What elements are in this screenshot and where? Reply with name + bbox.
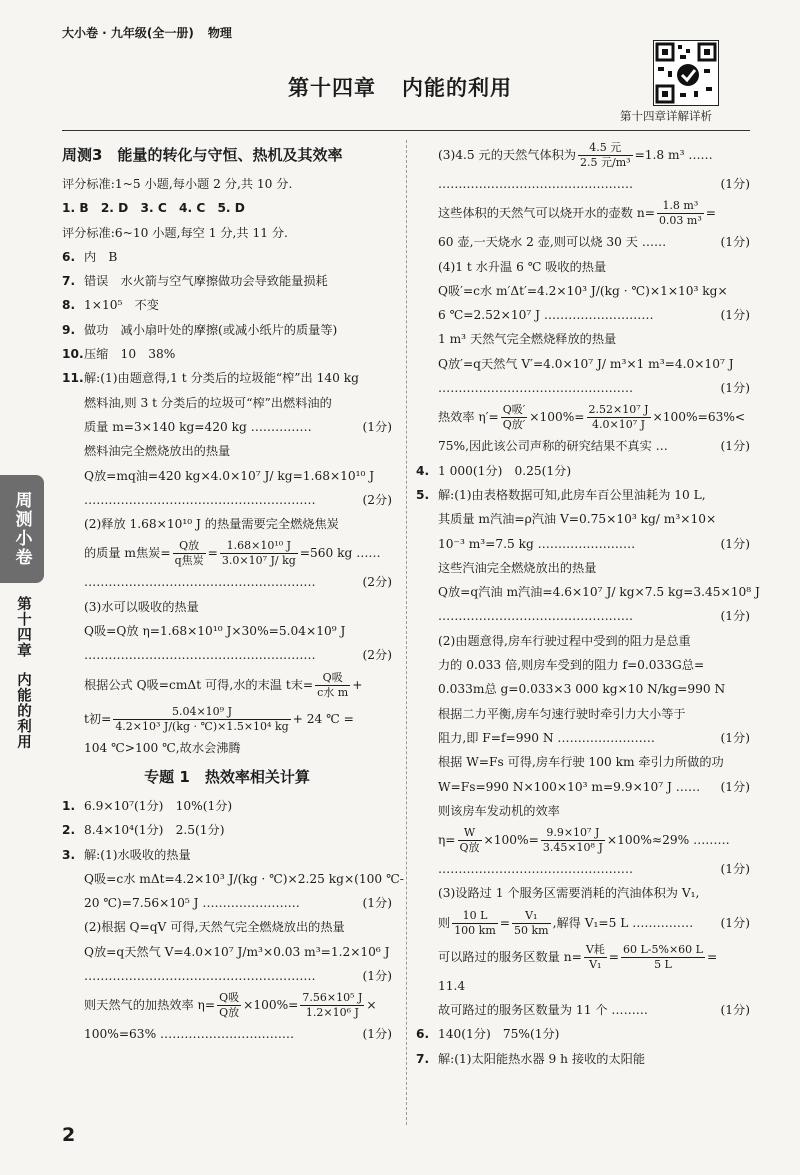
solution-line: 根据 W=Fs 可得,房车行驶 100 km 牵引力所做的功 <box>438 755 724 770</box>
fraction: $\frac{10 L}{100 km}$ <box>454 908 496 937</box>
points: (1分) <box>362 419 392 434</box>
fraction: $\frac{\text{V₁}}{50 km}$ <box>514 908 549 937</box>
question-number: 9. <box>62 322 76 337</box>
solution-line: 11.4 <box>438 978 466 993</box>
solution-line: Q放=q天然气 V=4.0×10⁷ J/m³×0.03 m³=1.2×10⁶ J <box>84 944 390 959</box>
points: (1分) <box>362 896 392 911</box>
solution-line: 根据公式 Q吸=cmΔt 可得,水的末温 t末= $\frac{\text{Q吸}}{\text{c水 m}}$ + <box>84 670 363 699</box>
points: (1分) <box>720 779 750 794</box>
question-number: 5. <box>416 487 430 502</box>
side-chapter-name: 内能的利用 <box>15 672 31 750</box>
title-divider <box>62 130 750 131</box>
solution-line: Q放=mq油=420 kg×4.0×10⁷ J/ kg=1.68×10¹⁰ J <box>84 468 375 483</box>
question-number: 6. <box>62 249 76 264</box>
solution-line: ………………………………………… (1分) <box>416 857 750 881</box>
points: (1分) <box>720 235 750 250</box>
subject: 物理 <box>207 26 232 40</box>
solution-line: (4)1 t 水升温 6 ℃ 吸收的热量 <box>438 259 607 274</box>
side-tab: 周测小卷 <box>0 475 44 583</box>
book-title: 大小卷 · 九年级(全一册) <box>62 26 194 40</box>
points: (1分) <box>720 381 750 396</box>
solution-line: (2)由题意得,房车行驶过程中受到的阻力是总重 <box>438 633 691 648</box>
solution-line: ………………………………………… (1分) <box>416 172 750 196</box>
solution-line: 的质量 m焦炭= $\frac{\text{Q放}}{\text{q焦炭}}$ = $\frac{\text{1.68×10¹⁰ J}}{\text{3.0×10⁷ J/ kg}}$ =560 kg …… <box>84 539 381 568</box>
solution-line: ………………………………………………… (1分) <box>62 964 392 988</box>
solution-line: (3)水可以吸收的热量 <box>84 599 199 614</box>
question-number: 7. <box>62 274 76 289</box>
side-chapter <box>8 596 38 750</box>
qr-code[interactable] <box>653 40 719 106</box>
points: (2分) <box>362 648 392 663</box>
points: (1分) <box>720 536 750 551</box>
scoring-note: 评分标准:6~10 小题,每空 1 分,共 11 分. <box>62 225 288 240</box>
column-divider <box>406 140 407 1125</box>
solution-line: 则 $\frac{10 L}{100 km}$ = $\frac{\text{V₁}}{50 km}$ ,解得 V₁=5 L …………… (1分) <box>416 906 750 940</box>
right-column <box>416 138 760 1071</box>
points: (2分) <box>362 492 392 507</box>
answer-text: 1 000(1分) 0.25(1分) <box>438 463 572 478</box>
solution-line: (2)根据 Q=qV 可得,天然气完全燃烧放出的热量 <box>84 920 345 935</box>
fraction: $\frac{\text{Q放}}{\text{q焦炭}}$ <box>174 539 204 568</box>
solution-line: W=Fs=990 N×100×10³ m=9.9×10⁷ J …… (1分) <box>416 775 750 799</box>
solution-line: ………………………………………………… (2分) <box>62 643 392 667</box>
solution-line: 75%,因此该公司声称的研究结果不真实 … (1分) <box>416 434 750 458</box>
solution-line: 则天然气的加热效率 η= $\frac{\text{Q吸}}{\text{Q放}}$ ×100%= $\frac{\text{7.56×10⁵ J}}{\text{1.2×10⁶ J}}$ × <box>84 991 377 1020</box>
solution-line: t初= $\frac{\text{5.04×10⁹ J}}{\text{4.2×10³ J/(kg · ℃)×1.5×10⁴ kg}}$ + 24 ℃ = <box>84 704 354 733</box>
solution-line: 燃料油,则 3 t 分类后的垃圾可“榨”出燃料油的 <box>84 395 332 410</box>
question-number: 3. <box>62 847 76 862</box>
fraction: $\frac{\text{Q吸}}{\text{c水 m}}$ <box>317 670 349 699</box>
fraction: $\frac{\text{Q吸}}{\text{Q放}}$ <box>219 991 240 1020</box>
running-header <box>62 24 232 41</box>
solution-line: Q吸=c水 mΔt=4.2×10³ J/(kg · ℃)×2.25 kg×(100 ℃- <box>84 871 404 886</box>
solution-line: 燃料油完全燃烧放出的热量 <box>84 444 231 459</box>
solution-line: 可以路过的服务区数量 n= $\frac{\text{V耗}}{\text{V₁}}$ = $\frac{60 L-5\%\times 60 L}{5 L}$ = <box>438 942 718 971</box>
solution-line: 这些体积的天然气可以烧开水的壶数 n= $\frac{\text{1.8 m³}}{\text{0.03 m³}}$ = <box>438 199 716 228</box>
fraction: $\frac{60 L-5\%\times 60 L}{5 L}$ <box>622 942 703 971</box>
section-heading: 专题 1 热效率相关计算 <box>144 767 310 786</box>
answer-line <box>62 269 392 293</box>
question-number: 7. <box>416 1051 430 1066</box>
solution-line: (3)4.5 元的天然气体积为 $\frac{\text{4.5 元}}{\text{2.5 元/m³}}$ =1.8 m³ …… <box>438 141 713 169</box>
fraction: $\frac{\text{Q吸′}}{\text{Q放′}}$ <box>502 403 526 432</box>
answer-line <box>62 318 392 342</box>
solution-line: ………………………………………………… (2分) <box>62 570 392 594</box>
answer-text: 内 B <box>84 249 118 264</box>
page-number: 2 <box>62 1124 76 1146</box>
solution-line: 阻力,即 F=f=990 N …………………… (1分) <box>416 726 750 750</box>
solution-line: (2)释放 1.68×10¹⁰ J 的热量需要完全燃烧焦炭 <box>84 517 339 532</box>
solution-line: 质量 m=3×140 kg=420 kg …………… (1分) <box>62 415 392 439</box>
answer-line <box>62 843 392 867</box>
solution-line: 则该房车发动机的效率 <box>438 803 560 818</box>
solution-line: 热效率 η′= $\frac{\text{Q吸′}}{\text{Q放′}}$ ×100%= $\frac{\text{2.52×10⁷ J}}{\text{4.0×10⁷ J}}$ ×100%=63%< <box>438 403 746 432</box>
answer-line: 1. B 2. D 3. C 4. C 5. D <box>62 201 245 216</box>
fraction: $\frac{\text{V耗}}{\text{V₁}}$ <box>585 942 605 971</box>
question-number: 4. <box>416 463 430 478</box>
solution-line: Q放′=q天然气 V′=4.0×10⁷ J/ m³×1 m³=4.0×10⁷ J <box>438 356 734 371</box>
points: (1分) <box>720 1003 750 1018</box>
solution-line: 这些汽油完全燃烧放出的热量 <box>438 560 597 575</box>
answer-text: 压缩 10 38% <box>84 347 176 362</box>
fraction: $\frac{\text{7.56×10⁵ J}}{\text{1.2×10⁶ J}}$ <box>302 991 363 1020</box>
answer-line <box>62 794 392 818</box>
answer-line <box>416 459 750 483</box>
solution-line: 10⁻³ m³=7.5 kg …………………… (1分) <box>416 532 750 556</box>
fraction: $\frac{\text{9.9×10⁷ J}}{\text{3.45×10⁸ J}}$ <box>542 826 603 855</box>
points: (1分) <box>720 915 750 930</box>
solution-line: 0.033m总 g=0.033×3 000 kg×10 N/kg=990 N <box>438 682 726 697</box>
answer-line <box>62 818 392 842</box>
section-heading: 周测3 能量的转化与守恒、热机及其效率 <box>62 146 343 164</box>
fraction: $\frac{\text{1.8 m³}}{\text{0.03 m³}}$ <box>658 199 702 228</box>
solution-line: 其质量 m汽油=ρ汽油 V=0.75×10³ kg/ m³×10× <box>438 512 717 527</box>
answer-line <box>416 1047 750 1071</box>
points: (1分) <box>362 1027 392 1042</box>
solution-line: ………………………………………………… (2分) <box>62 488 392 512</box>
solution-line: η= $\frac{W}{\text{Q放}}$ ×100%= $\frac{\text{9.9×10⁷ J}}{\text{3.45×10⁸ J}}$ ×100%≈29% ……… <box>438 826 730 855</box>
side-chapter-number: 第十四章 <box>15 596 31 658</box>
question-number: 6. <box>416 1027 430 1042</box>
solution-line: (3)设路过 1 个服务区需要消耗的汽油体积为 V₁, <box>438 886 700 901</box>
answer-line <box>62 342 392 366</box>
solution-line: Q吸′=c水 m′Δt′=4.2×10³ J/(kg · ℃)×1×10³ kg× <box>438 283 728 298</box>
question-number: 8. <box>62 298 76 313</box>
answer-line <box>62 245 392 269</box>
answer-text: 解:(1)太阳能热水器 9 h 接收的太阳能 <box>438 1051 646 1066</box>
answer-text: 1×10⁵ 不变 <box>84 298 159 313</box>
answer-text: 解:(1)由表格数据可知,此房车百公里油耗为 10 L, <box>438 487 706 502</box>
question-number: 1. <box>62 798 76 813</box>
answer-line <box>62 293 392 317</box>
question-number: 2. <box>62 823 76 838</box>
points: (1分) <box>720 308 750 323</box>
qr-caption: 第十四章详解详析 <box>620 109 712 123</box>
answer-line <box>62 366 392 390</box>
answer-text: 解:(1)水吸收的热量 <box>84 847 191 862</box>
fraction: $\frac{\text{5.04×10⁹ J}}{\text{4.2×10³ J/(kg · ℃)×1.5×10⁴ kg}}$ <box>115 704 289 733</box>
answer-text: 做功 减小扇叶处的摩擦(或减小纸片的质量等) <box>84 322 338 337</box>
solution-line: 60 壶,一天烧水 2 壶,则可以烧 30 天 …… (1分) <box>416 230 750 254</box>
question-number: 10. <box>62 347 84 362</box>
answer-text: 解:(1)由题意得,1 t 分类后的垃圾能“榨”出 140 kg <box>84 371 359 386</box>
solution-line: ………………………………………… (1分) <box>416 604 750 628</box>
fraction: $\frac{\text{2.52×10⁷ J}}{\text{4.0×10⁷ J}}$ <box>588 403 649 432</box>
solution-line: ………………………………………… (1分) <box>416 376 750 400</box>
solution-line: 故可路过的服务区数量为 11 个 ……… (1分) <box>416 998 750 1022</box>
solution-line: Q吸=Q放 η=1.68×10¹⁰ J×30%=5.04×10⁹ J <box>84 624 346 639</box>
solution-line: 20 ℃)=7.56×10⁵ J …………………… (1分) <box>62 891 392 915</box>
points: (1分) <box>362 969 392 984</box>
solution-line: 根据二力平衡,房车匀速行驶时牵引力大小等于 <box>438 706 686 721</box>
solution-line: 6 ℃=2.52×10⁷ J ……………………… (1分) <box>416 303 750 327</box>
answer-text: 6.9×10⁷(1分) 10%(1分) <box>84 798 233 813</box>
fraction: $\frac{W}{\text{Q放}}$ <box>459 826 480 855</box>
fraction: $\frac{\text{1.68×10¹⁰ J}}{\text{3.0×10⁷ J/ kg}}$ <box>221 539 296 568</box>
answer-line <box>416 1022 750 1046</box>
solution-line: Q放=q汽油 m汽油=4.6×10⁷ J/ kg×7.5 kg=3.45×10⁸ J <box>438 585 760 600</box>
points: (1分) <box>720 177 750 191</box>
answer-text: 8.4×10⁴(1分) 2.5(1分) <box>84 823 225 838</box>
solution-line: 力的 0.033 倍,则房车受到的阻力 f=0.033G总= <box>438 658 705 673</box>
chapter-number: 第十四章 <box>288 76 376 100</box>
solution-line: 100%=63% …………………………… (1分) <box>62 1022 392 1046</box>
points: (2分) <box>362 575 392 590</box>
question-number: 11. <box>62 371 84 386</box>
fraction: $\frac{\text{4.5 元}}{\text{2.5 元/m³}}$ <box>580 141 631 169</box>
points: (1分) <box>720 730 750 745</box>
points: (1分) <box>720 439 750 454</box>
solution-line: 1 m³ 天然气完全燃烧释放的热量 <box>438 332 617 347</box>
answer-line <box>416 483 750 507</box>
left-column <box>62 138 404 1047</box>
solution-line: 104 ℃>100 ℃,故水会沸腾 <box>84 740 241 755</box>
points: (1分) <box>720 609 750 624</box>
answer-text: 140(1分) 75%(1分) <box>438 1027 560 1042</box>
chapter-name: 内能的利用 <box>402 76 512 100</box>
scoring-note: 评分标准:1~5 小题,每小题 2 分,共 10 分. <box>62 177 293 191</box>
answer-text: 错误 水火箭与空气摩擦做功会导致能量损耗 <box>84 274 328 289</box>
points: (1分) <box>720 862 750 877</box>
